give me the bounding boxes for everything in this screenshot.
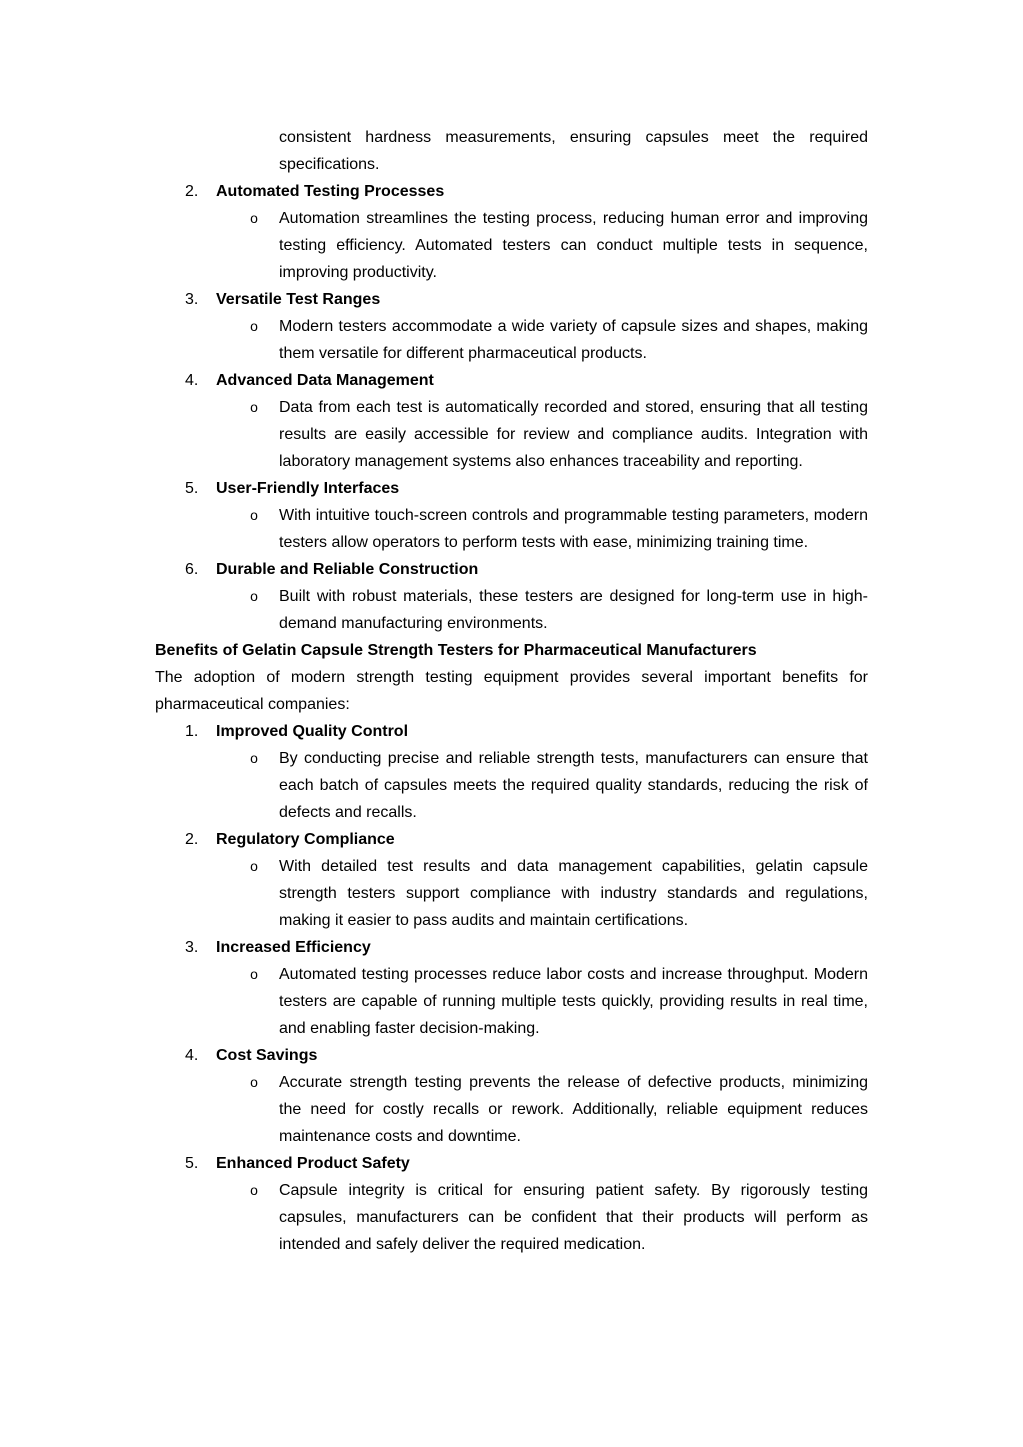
- list-item-bullet: [250, 502, 868, 556]
- bullet-icon: o: [250, 1182, 258, 1198]
- item-number: 4.: [185, 372, 199, 389]
- section-heading: Benefits of Gelatin Capsule Strength Testers for Pharmaceutical Manufacturers: [155, 642, 757, 659]
- bullet-icon: o: [250, 588, 258, 604]
- bullet-text: Built with robust materials, these testers are designed for long-term use in high-demand manufacturing environments.: [279, 588, 868, 632]
- bullet-text: Automation streamlines the testing process, reducing human error and improving testing efficiency. Automated testers can conduct multiple tests in sequence, improving productivity.: [279, 210, 868, 281]
- list-item-number: [155, 826, 868, 853]
- document-body: [155, 124, 868, 1258]
- list-item-bullet: [250, 961, 868, 1042]
- item-number: 4.: [185, 1047, 199, 1064]
- features-list: [155, 178, 868, 637]
- list-item-number: [155, 475, 868, 502]
- item-title: Regulatory Compliance: [216, 831, 395, 848]
- bullet-text: With detailed test results and data management capabilities, gelatin capsule strength testers support compliance with industry standards and regulations, making it easier to pass audits and maintain certifications.: [279, 858, 868, 929]
- item-number: 5.: [185, 1155, 199, 1172]
- list-item-bullet: [250, 313, 868, 367]
- item-number: 3.: [185, 939, 199, 956]
- list-item-bullet: [250, 1069, 868, 1150]
- bullet-text: By conducting precise and reliable strength tests, manufacturers can ensure that each batch of capsules meets the required quality standards, reducing the risk of defects and recalls.: [279, 750, 868, 821]
- item-title: Durable and Reliable Construction: [216, 561, 479, 578]
- list-item-bullet: [250, 394, 868, 475]
- bullet-text: Data from each test is automatically recorded and stored, ensuring that all testing results are easily accessible for review and compliance audits. Integration with laboratory management systems also enhances traceability and reporting.: [279, 399, 868, 470]
- bullet-icon: o: [250, 966, 258, 982]
- list-item-number: [155, 367, 868, 394]
- bullet-icon: o: [250, 318, 258, 334]
- item-title: Improved Quality Control: [216, 723, 409, 740]
- item-title: Enhanced Product Safety: [216, 1155, 410, 1172]
- list-item-bullet: [250, 583, 868, 637]
- bullet-text: With intuitive touch-screen controls and programmable testing parameters, modern testers allow operators to perform tests with ease, minimizing training time.: [279, 507, 868, 551]
- bullet-text: Modern testers accommodate a wide variety of capsule sizes and shapes, making them versatile for different pharmaceutical products.: [279, 318, 868, 362]
- bullet-text: Accurate strength testing prevents the release of defective products, minimizing the need for costly recalls or rework. Additionally, reliable equipment reduces maintenance costs and downtime.: [279, 1074, 868, 1145]
- list-item-number: [155, 1150, 868, 1177]
- continuation-text: consistent hardness measurements, ensuring capsules meet the required specifications.: [279, 129, 868, 173]
- list-item-bullet: [250, 205, 868, 286]
- bullet-text: Capsule integrity is critical for ensuring patient safety. By rigorously testing capsules, manufacturers can be confident that their products will perform as intended and safely deliver the required medication.: [279, 1182, 868, 1253]
- item-number: 1.: [185, 723, 199, 740]
- item-number: 2.: [185, 183, 199, 200]
- list-item-number: [155, 718, 868, 745]
- item-title: Automated Testing Processes: [216, 183, 445, 200]
- bullet-text: Automated testing processes reduce labor costs and increase throughput. Modern testers are capable of running multiple tests quickly, providing results in real time, and enabling faster decision-making.: [279, 966, 868, 1037]
- item-number: 5.: [185, 480, 199, 497]
- bullet-icon: o: [250, 399, 258, 415]
- bullet-icon: o: [250, 507, 258, 523]
- list-item-bullet: [250, 745, 868, 826]
- bullet-icon: o: [250, 750, 258, 766]
- benefits-list: [155, 718, 868, 1258]
- item-title: Cost Savings: [216, 1047, 318, 1064]
- item-number: 3.: [185, 291, 199, 308]
- list-item-number: [155, 556, 868, 583]
- list-item-bullet: [250, 853, 868, 934]
- list-item-number: [155, 1042, 868, 1069]
- intro-paragraph: The adoption of modern strength testing equipment provides several important benefits for pharmaceutical companies:: [155, 669, 868, 713]
- item-number: 6.: [185, 561, 199, 578]
- item-title: Advanced Data Management: [216, 372, 434, 389]
- bullet-icon: o: [250, 210, 258, 226]
- item-number: 2.: [185, 831, 199, 848]
- item-title: Versatile Test Ranges: [216, 291, 381, 308]
- item-title: User-Friendly Interfaces: [216, 480, 400, 497]
- item-title: Increased Efficiency: [216, 939, 371, 956]
- bullet-icon: o: [250, 1074, 258, 1090]
- list-item-number: [155, 286, 868, 313]
- list-item-number: [155, 178, 868, 205]
- list-item-bullet: [250, 1177, 868, 1258]
- bullet-icon: o: [250, 858, 258, 874]
- list-item-number: [155, 934, 868, 961]
